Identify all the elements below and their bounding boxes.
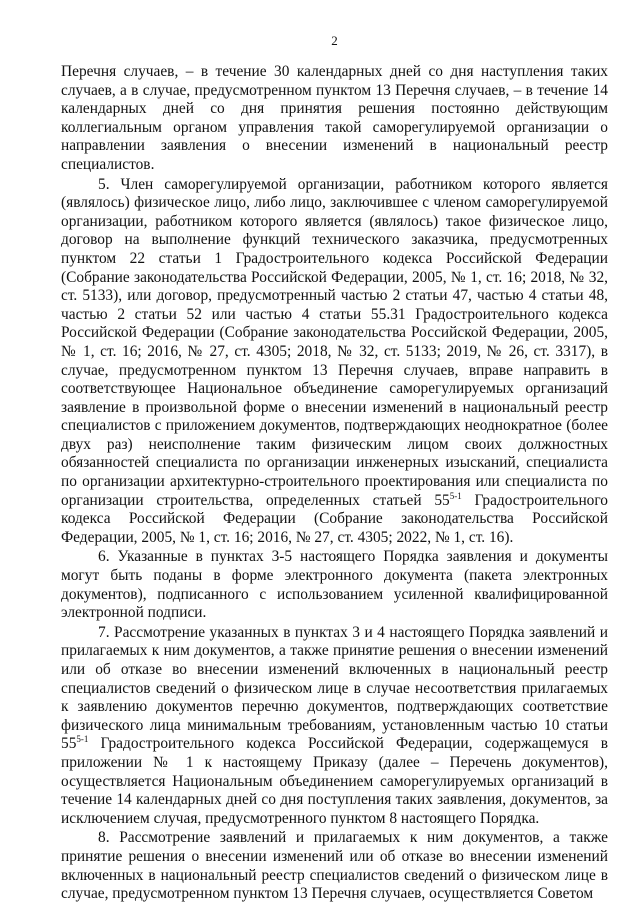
page-number: 2 (331, 33, 338, 48)
paragraph-text: Градостроительного кодекса Российской Федерации, содержащемуся в приложении № 1 к настоящему Приказу (далее – Перечень документов), осуществляется Национальным объединением саморегулируемых организаций в течение 14 календарных дней со дня поступления таких заявления, документов, за исключением случая, предусмотренного пунктом 8 настоящего Порядка. (61, 735, 608, 827)
paragraph-text: 8. Рассмотрение заявлений и прилагаемых к ним документов, а также принятие решения о внесении изменений или об отказе во внесении изменений включенных в национальный реестр специалистов сведений о физическом лице в случае, предусмотренном пунктом 13 Перечня случаев, осуществляется Советом (61, 829, 608, 903)
paragraph-text: 6. Указанные в пунктах 3-5 настоящего Порядка заявления и документы могут быть поданы в форме электронного документа (пакета электронных документов), подписанного с использованием усиленной квалифицированной электронной подписи. (61, 548, 608, 622)
paragraph-text: Градостроительного кодекса Российской Федерации (Собрание законодательства Российской Федерации, 2005, № 1, ст. 16; 2016, № 27, ст. 4305; 2022, № 1, ст. 16). (61, 491, 608, 546)
paragraph-item-5 (61, 176, 608, 548)
paragraph-item-8 (61, 829, 608, 903)
paragraph-continuation (61, 63, 608, 175)
superscript-index: 5-1 (76, 734, 89, 745)
paragraph-text: Перечня случаев, – в течение 30 календарных дней со дня наступления таких случаев, а в случае, предусмотренном пунктом 13 Перечня случаев, – в течение 14 календарных дней со дня принятия решения постоянно действующим коллегиальным органом управления такой саморегулируемой организации о направлении заявления о внесении изменений в национальный реестр специалистов. (61, 63, 608, 173)
paragraph-item-7 (61, 624, 608, 829)
superscript-index: 5-1 (449, 490, 462, 501)
paragraph-text: 5. Член саморегулируемой организации, работником которого является (являлось) физическое лицо, либо лицо, заключившее с членом саморегулируемой организации, работником которого является (являлось) такое физическое лицо, договор на выполнение функций технического заказчика, предусмотренных пунктом 22 статьи 1 Градостроительного кодекса Российской Федерации (Собрание законодательства Российской Федерации, 2005, № 1, ст. 16; 2018, № 32, ст. 5133), или договор, предусмотренный частью 2 статьи 47, частью 4 статьи 48, частью 2 статьи 52 или частью 4 статьи 55.31 Градостроительного кодекса Российской Федерации (Собрание законодательства Российской Федерации, 2005, № 1, ст. 16; 2016, № 27, ст. 4305; 2018, № 32, ст. 5133; 2019, № 26, ст. 3317), в случае, предусмотренном пунктом 13 Перечня случаев, вправе направить в соответствующее Национальное объединение саморегулируемых организаций заявление в произвольной форме о внесении изменений в национальный реестр специалистов с приложением документов, подтверждающих неоднократное (более двух раз) неисполнение таким физическим лицом своих должностных обязанностей специалиста по организации инженерных изысканий, специалиста по организации архитектурно-строительного проектирования или специалиста по организации строительства, определенных статьей 55 (61, 175, 608, 509)
paragraph-text: 7. Рассмотрение указанных в пунктах 3 и 4 настоящего Порядка заявлений и прилагаемых к ним документов, а также принятие решения о внесении изменений или об отказе во внесении изменений включенных в национальный реестр специалистов сведений о физическом лице в случае несоответствия прилагаемых к заявлению документов перечню документов, подтверждающих соответствие физического лица минимальным требованиям, установленным частью 10 статьи 55 (61, 623, 608, 753)
paragraph-item-6 (61, 548, 608, 622)
